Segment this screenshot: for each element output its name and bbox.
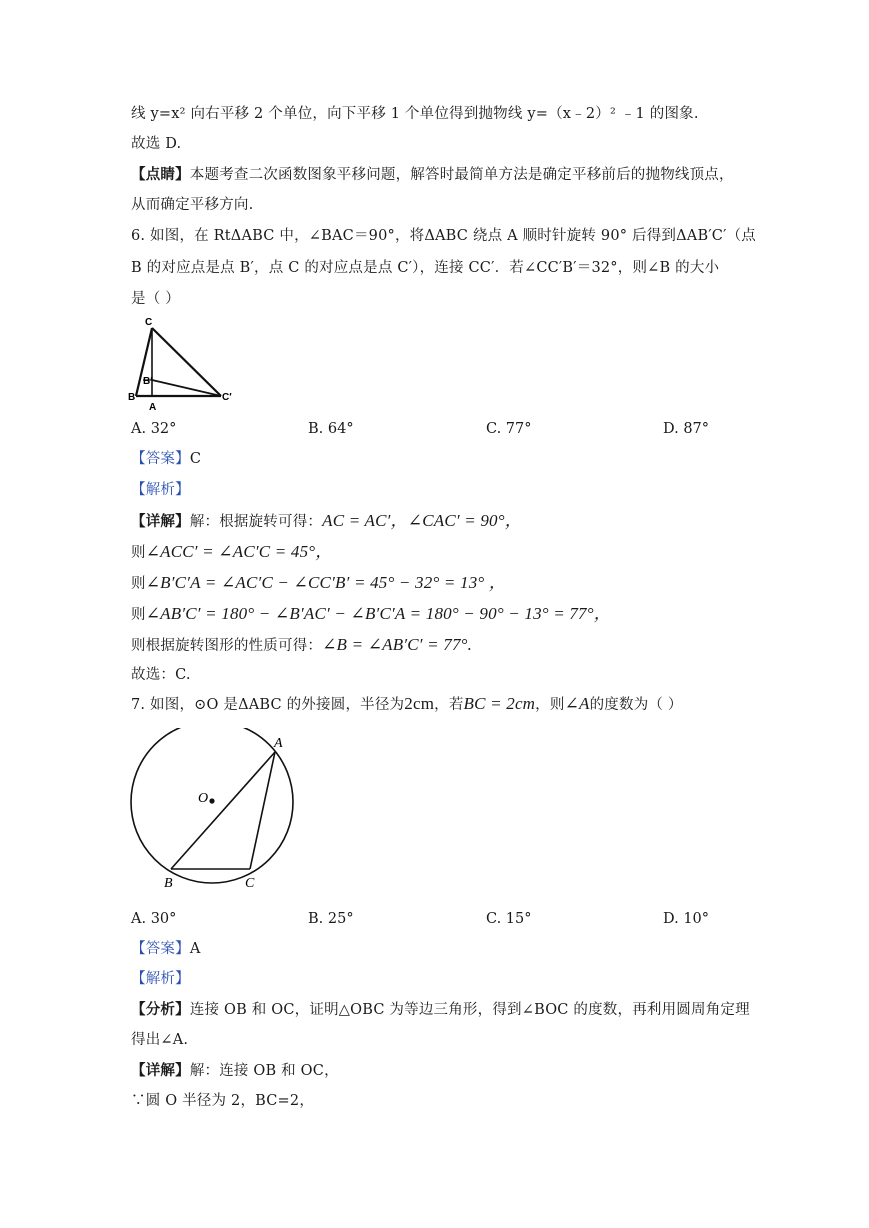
fig7-label-o: O — [198, 791, 209, 806]
fig6-label-b: B — [128, 392, 136, 403]
answer-tag: 【答案】 — [131, 941, 190, 957]
fig7-label-a: A — [274, 736, 283, 751]
figure-6-triangle — [128, 314, 240, 414]
text-line: 线 y=x² 向右平移 2 个单位，向下平移 1 个单位得到抛物线 y=（x﹣2）² ﹣1 的图象. — [131, 106, 699, 122]
option-a: A. 32° — [131, 421, 177, 437]
detail-line — [131, 604, 611, 625]
detail-text: 则根据旋转图形的性质可得： — [131, 638, 323, 654]
fig7-label-c: C — [245, 876, 255, 891]
question-text: ，若 — [434, 697, 464, 713]
note-text: 本题考查二次函数图象平移问题，解答时最简单方法是确定平移前后的抛物线顶点， — [189, 167, 734, 183]
answer-tag: 【答案】 — [131, 451, 190, 467]
detail-line — [131, 1061, 339, 1081]
math-expression: ∠AB′C′ = 180° − ∠B′AC′ − ∠B′C′A = 180° − 90° − 13° = 77°， — [145, 604, 611, 623]
question-6-line: 6. 如图，在 RtΔABC 中，∠BAC＝90°，将ΔABC 绕点 A 顺时针旋转 90° 后得到ΔAB′C′（点 — [131, 228, 756, 244]
math-expression: AC = AC′，∠CAC′ = 90°， — [322, 511, 522, 530]
option-b: B. 25° — [308, 911, 354, 927]
detail-text: 则 — [131, 576, 146, 592]
math-expression: BC = 2cm — [463, 694, 536, 713]
option-c: C. 77° — [486, 421, 532, 437]
question-7-line — [131, 694, 683, 715]
fig6-label-c-prime: C′ — [222, 392, 232, 403]
analysis-tag: 【解析】 — [131, 971, 190, 987]
analysis-line: 得出∠A. — [131, 1032, 189, 1048]
detail-line — [131, 635, 472, 656]
detail-tag: 【详解】 — [131, 1062, 190, 1079]
question-6-line: 是（ ） — [131, 291, 180, 307]
math-expression: ∠B′C′A = ∠AC′C − ∠CC′B′ = 45° − 32° = 13° ， — [145, 573, 507, 592]
fig7-label-b: B — [164, 876, 173, 891]
question-6-line: B 的对应点是点 B′，点 C 的对应点是点 C′），连接 CC′．若∠CC′B′＝32°，则∠B 的大小 — [131, 260, 720, 276]
option-a: A. 30° — [131, 911, 177, 927]
question-text: ，则 — [535, 697, 565, 713]
detail-text: 解：连接 OB 和 OC， — [189, 1063, 339, 1079]
fig6-label-b-prime: B′ — [143, 376, 153, 387]
question-text: 的度数为（ ） — [589, 697, 683, 713]
answer-value: A — [189, 941, 201, 957]
analysis-subtag: 【分析】 — [131, 1001, 190, 1018]
detail-line — [131, 542, 333, 563]
option-d: D. 87° — [663, 421, 710, 437]
text-line: 故选 D. — [131, 136, 182, 152]
detail-text: 则 — [131, 545, 146, 561]
fig6-label-c: C — [145, 317, 153, 328]
option-b: B. 64° — [308, 421, 354, 437]
option-c: C. 15° — [486, 911, 532, 927]
math-expression: ∠ACC′ = ∠AC′C = 45°， — [145, 542, 333, 561]
figure-7-circle — [120, 728, 310, 898]
math-expression: 2cm — [404, 694, 435, 713]
answer-value: C — [189, 451, 202, 467]
note-tag: 【点睛】 — [131, 166, 190, 183]
detail-tag: 【详解】 — [131, 513, 190, 530]
text-line: 从而确定平移方向. — [131, 197, 254, 213]
text-line — [131, 165, 734, 185]
detail-text: 则 — [131, 607, 146, 623]
question-text: 7. 如图，⊙O 是ΔABC 的外接圆，半径为 — [131, 697, 405, 713]
option-d: D. 10° — [663, 911, 710, 927]
analysis-line — [131, 1000, 750, 1020]
detail-line: 故选：C. — [131, 667, 191, 683]
math-expression: ∠A — [564, 694, 590, 713]
analysis-text: 连接 OB 和 OC，证明△OBC 为等边三角形，得到∠BOC 的度数，再利用圆周角定理 — [189, 1002, 750, 1018]
fig6-label-a: A — [149, 402, 157, 413]
answer-line — [131, 449, 201, 469]
detail-line: ∵圆 O 半径为 2，BC=2， — [131, 1093, 315, 1109]
answer-line — [131, 939, 200, 959]
math-expression: ∠B = ∠AB′C′ = 77°. — [322, 635, 473, 654]
detail-text: 解：根据旋转可得： — [189, 514, 323, 530]
detail-line — [131, 573, 506, 594]
analysis-tag: 【解析】 — [131, 482, 190, 498]
detail-line — [131, 511, 522, 532]
